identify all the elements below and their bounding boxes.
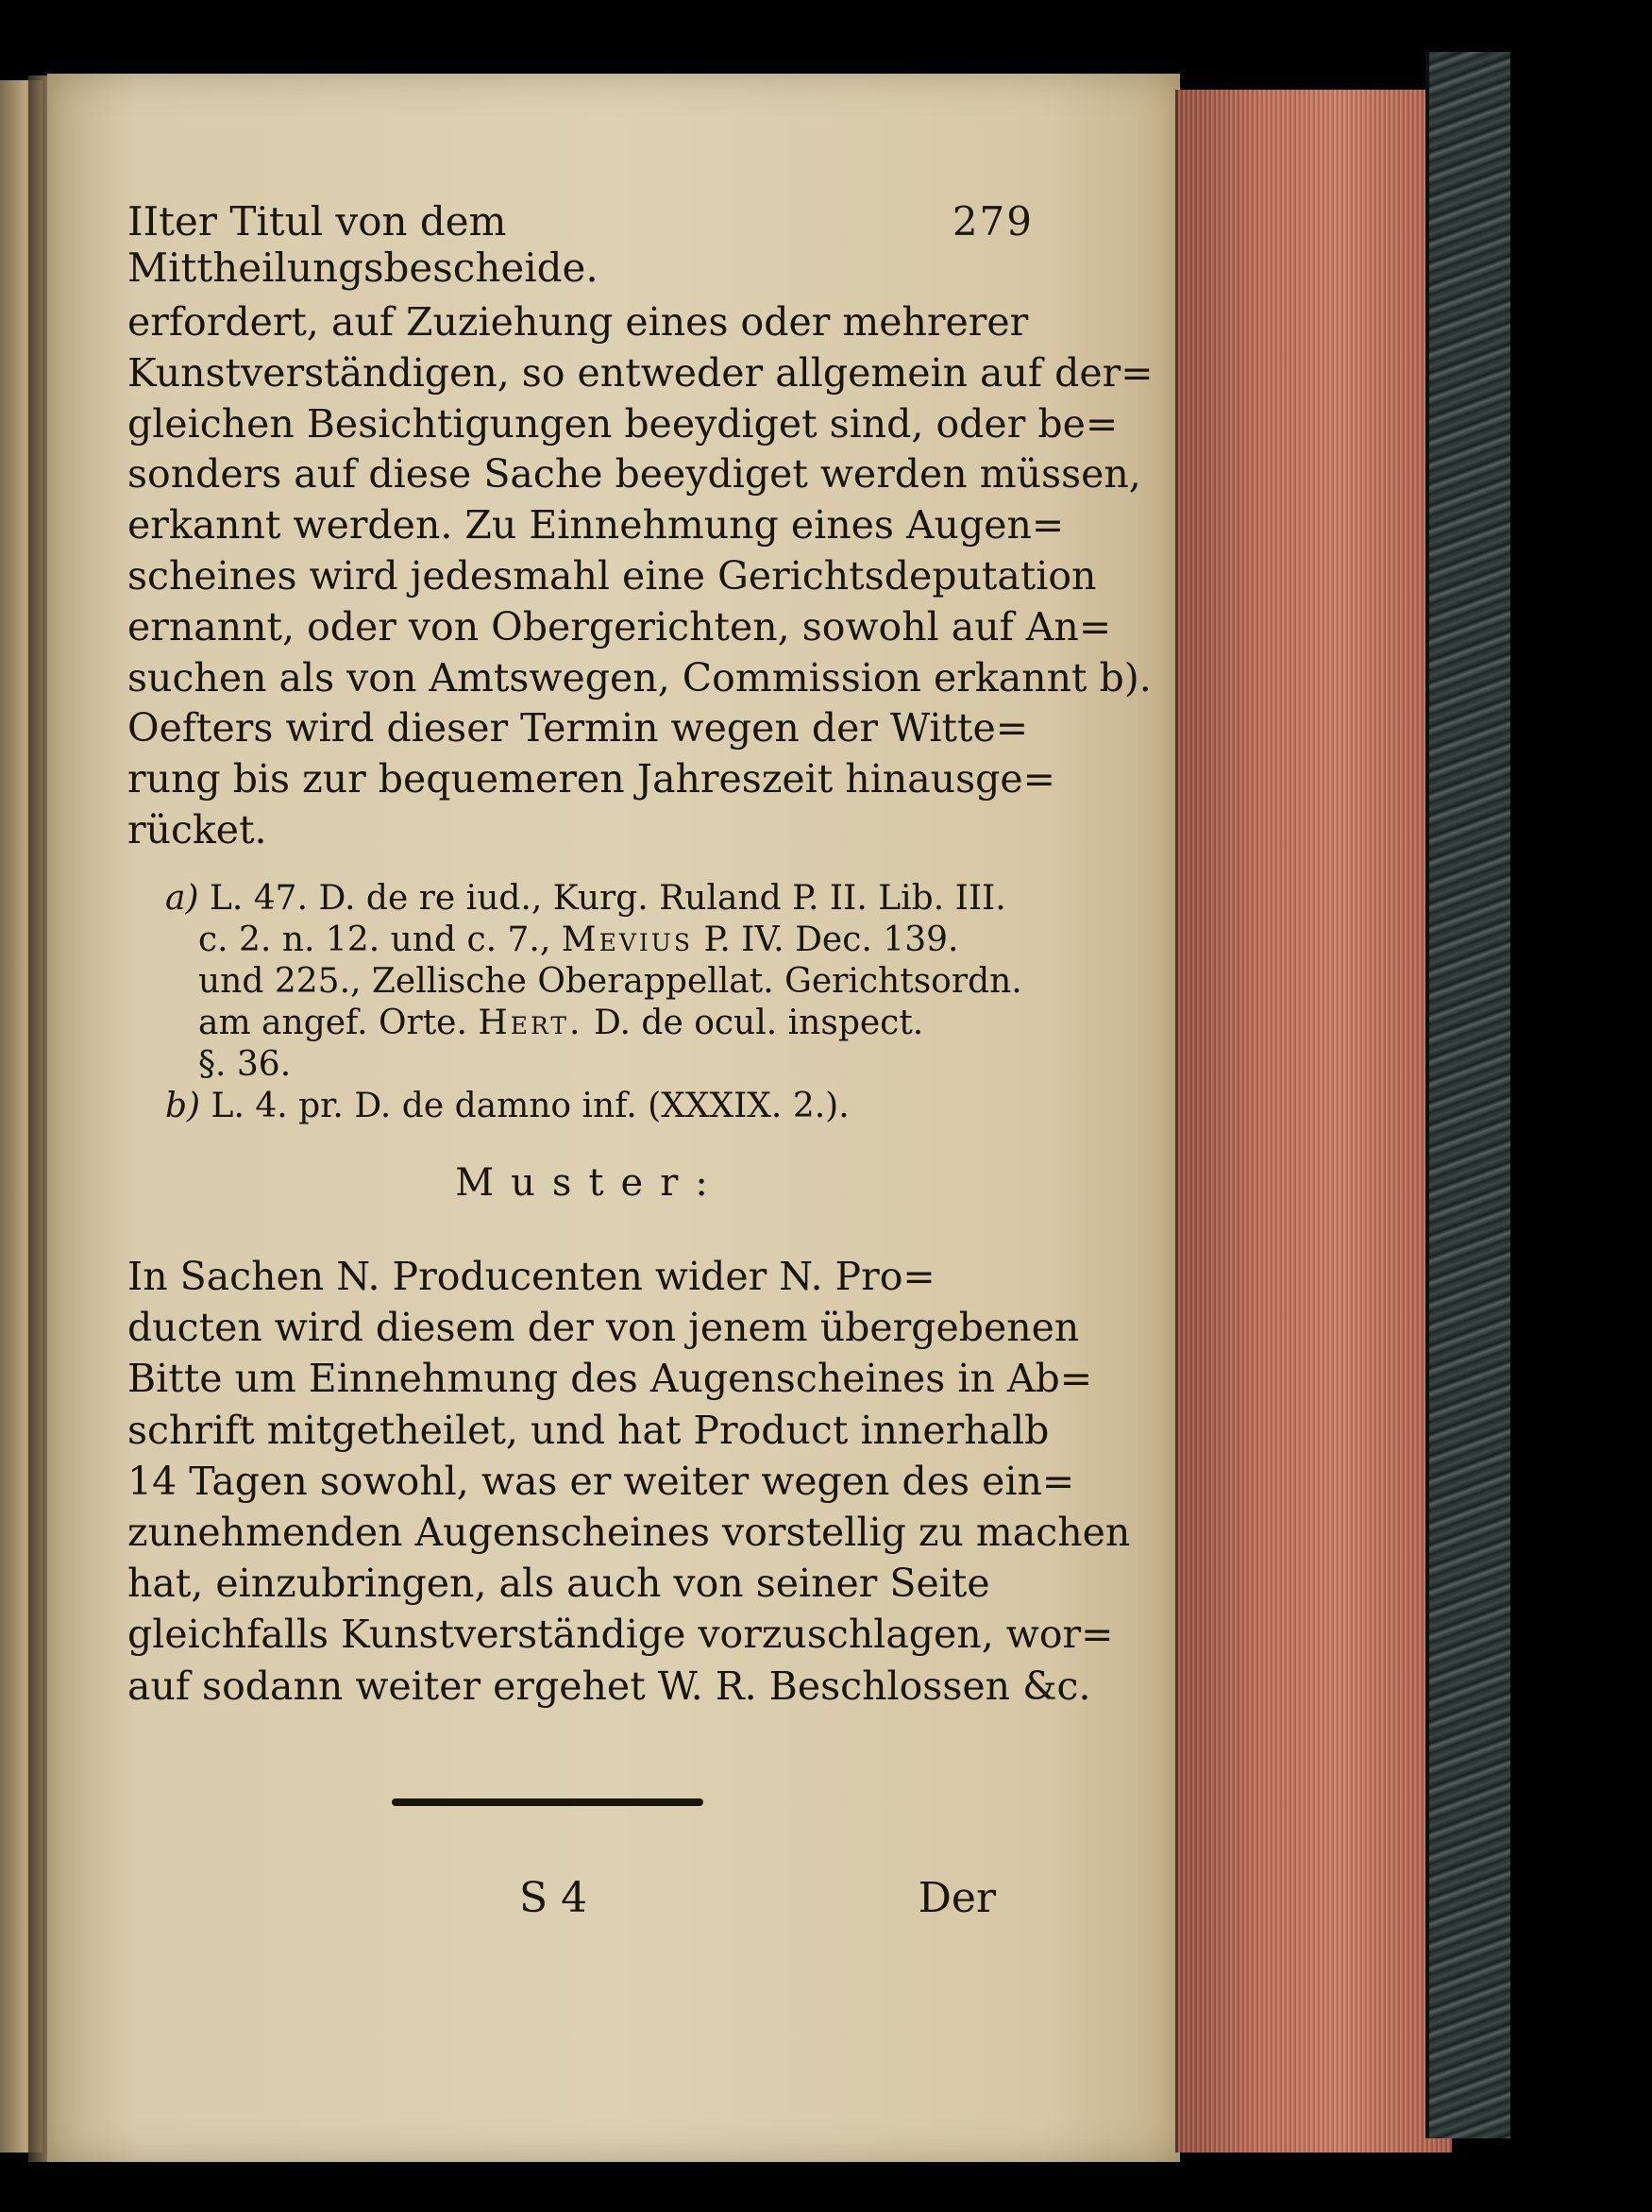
footnote-a-line [165, 920, 1015, 961]
form-line: gleichfalls Kunstverständige vorzuschlagen, wor= [127, 1612, 1114, 1658]
body-line: scheines wird jedesmahl eine Gerichtsdeputation [127, 552, 1097, 599]
signature-mark: S 4 [519, 1874, 588, 1922]
form-line: auf sodann weiter ergehet W. R. Beschlossen &c. [127, 1663, 1091, 1709]
footnotes [165, 878, 1022, 1127]
footnote-a-line: und 225., Zellische Oberappellat. Gerichtsordn. [198, 962, 1022, 1001]
footnote-a-line: §. 36. [198, 1045, 292, 1084]
form-line: zunehmenden Augenscheines vorstellig zu machen [127, 1510, 1131, 1556]
running-title: IIter Titul von dem Mittheilungsbescheide. [127, 198, 598, 291]
body-line: ernannt, oder von Obergerichten, sowohl auf An= [127, 603, 1112, 650]
body-line: erfordert, auf Zuziehung eines oder mehrerer [127, 299, 1029, 345]
body-line: erkannt werden. Zu Einnehmung eines Augen= [127, 502, 1065, 549]
footnote-b-label: b) [165, 1087, 201, 1125]
marbled-cover [1425, 52, 1514, 2138]
footnote-text: P. IV. Dec. 139. [693, 920, 959, 959]
author-name: Mevius [561, 920, 693, 959]
body-line: Kunstverständigen, so entweder allgemein auf der= [127, 349, 1154, 396]
end-rule [392, 1798, 703, 1806]
form-line: hat, einzubringen, als auch von seiner Seite [127, 1561, 990, 1607]
form-line: In Sachen N. Producenten wider N. Pro= [127, 1254, 936, 1299]
muster-heading: Muster: [455, 1161, 725, 1205]
footnote-text: D. de ocul. inspect. [582, 1004, 924, 1042]
background-dark [1510, 0, 1652, 2212]
form-line: Bitte um Einnehmung des Augenscheines in Ab= [127, 1356, 1093, 1402]
page-footer [127, 1874, 996, 1931]
body-line: sonders auf diese Sache beeydiget werden müssen, [127, 451, 1141, 498]
catchword: Der [918, 1874, 996, 1922]
body-paragraph [127, 297, 1154, 856]
form-line: schrift mitgetheilet, und hat Product innerhalb [127, 1407, 1050, 1453]
author-name: Hert. [478, 1004, 583, 1042]
form-line: 14 Tagen sowohl, was er weiter wegen des ein= [127, 1458, 1075, 1504]
footnote-a-line [165, 878, 1015, 920]
footnote-text: am angef. Orte. [198, 1004, 479, 1042]
footnote-a-text: L. 47. D. de re iud., Kurg. Ruland P. II. Lib. III. [209, 879, 1006, 918]
running-header [127, 198, 1034, 291]
footnote-b-text: L. 4. pr. D. de damno inf. (XXXIX. 2.). [211, 1087, 850, 1125]
form-line: ducten wird diesem der von jenem übergebenen [127, 1305, 1080, 1351]
form-paragraph [127, 1251, 1131, 1712]
body-line: gleichen Besichtigungen beeydiget sind, oder be= [127, 400, 1119, 447]
body-line: rücket. [127, 806, 267, 853]
body-line: rung bis zur bequemeren Jahreszeit hinausge= [127, 756, 1055, 802]
footnote-b-line [165, 1086, 1015, 1127]
footnote-a-label: a) [165, 879, 199, 918]
page-number: 279 [952, 198, 1034, 245]
body-line: Oefters wird dieser Termin wegen der Witte= [127, 705, 1029, 751]
body-line: suchen als von Amtswegen, Commission erkannt b). [127, 654, 1152, 701]
footnote-text: c. 2. n. 12. und c. 7., [198, 920, 562, 959]
footnote-a-line [165, 1003, 1015, 1044]
page-edges-block [1175, 90, 1452, 2153]
